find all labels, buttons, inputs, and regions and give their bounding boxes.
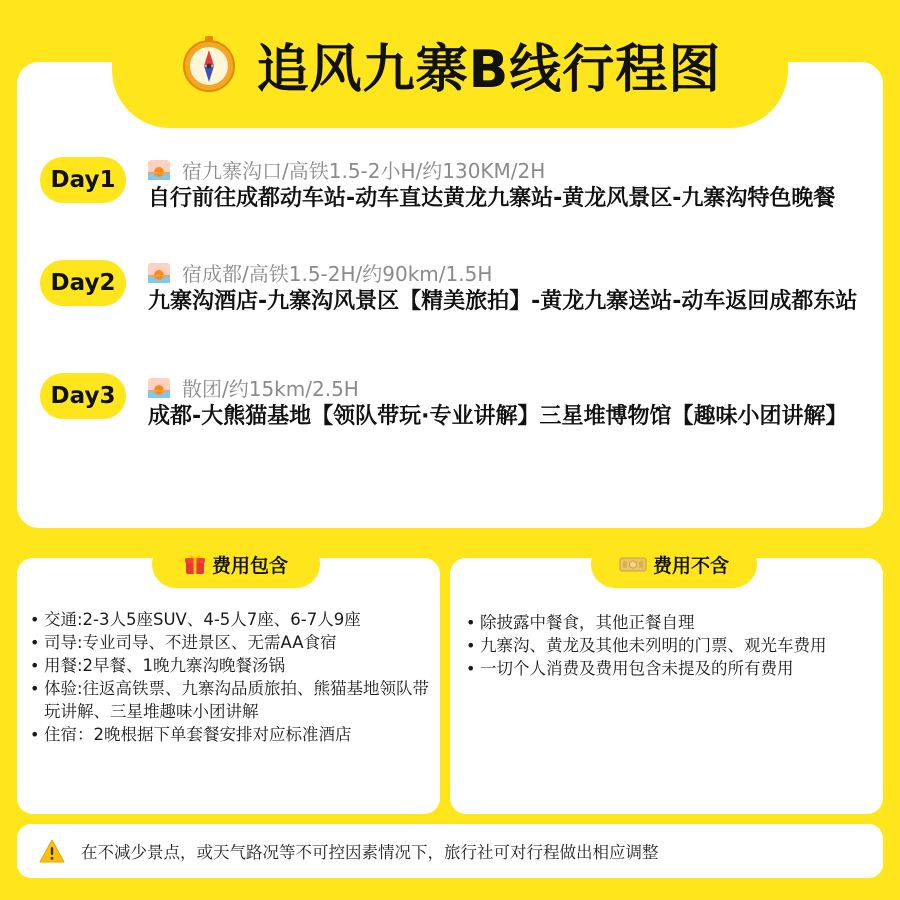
list-item: • 住宿：2晚根据下单套餐安排对应标准酒店 xyxy=(30,723,430,746)
list-item: • 九寨沟、黄龙及其他未列明的门票、观光车费用 xyxy=(466,634,876,657)
day-route: 自行前往成都动车站-动车直达黄龙九寨站-黄龙风景区-九寨沟特色晚餐 xyxy=(148,186,836,211)
excluded-label xyxy=(591,540,757,588)
excluded-title: 费用不含 xyxy=(652,554,729,577)
sunrise-icon xyxy=(148,263,170,283)
sunrise-icon xyxy=(148,160,170,180)
day-badge: Day2 xyxy=(40,260,126,306)
warning-icon xyxy=(39,839,65,863)
list-item: • 体验:往返高铁票、九寨沟品质旅拍、熊猫基地领队带玩讲解、三星堆趣味小团讲解 xyxy=(30,677,430,723)
excluded-box xyxy=(450,558,883,814)
day-meta xyxy=(148,373,359,402)
title-banner xyxy=(112,0,788,128)
day-meta xyxy=(148,155,545,184)
day-meta-text: 宿九寨沟口/高铁1.5-2小H/约130KM/2H xyxy=(182,159,546,183)
list-item: • 除披露中餐食，其他正餐自理 xyxy=(466,611,876,634)
included-title: 费用包含 xyxy=(211,554,288,577)
notice-text: 在不减少景点，或天气路况等不可控因素情况下，旅行社可对行程做出相应调整 xyxy=(81,843,659,862)
day-badge: Day3 xyxy=(40,373,126,419)
page-title: 追风九寨B线行程图 xyxy=(256,39,722,100)
day-meta-text: 宿成都/高铁1.5-2H/约90km/1.5H xyxy=(182,262,493,286)
day-route: 成都-大熊猫基地【领队带玩·专业讲解】三星堆博物馆【趣味小团讲解】 xyxy=(148,404,848,429)
included-list xyxy=(30,608,430,746)
day-badge: Day1 xyxy=(40,157,126,203)
day-meta xyxy=(148,258,492,287)
notice-bar xyxy=(17,824,883,878)
sunrise-icon xyxy=(148,378,170,398)
list-item: • 司导:专业司导、不进景区、无需AA食宿 xyxy=(30,631,430,654)
day-meta-text: 散团/约15km/2.5H xyxy=(182,377,359,401)
compass-icon xyxy=(179,34,239,94)
excluded-list xyxy=(466,611,876,680)
gift-icon xyxy=(184,553,206,575)
list-item: • 一切个人消费及费用包含未提及的所有费用 xyxy=(466,657,876,680)
list-item: • 交通:2-3人5座SUV、4-5人7座、6-7人9座 xyxy=(30,608,430,631)
day-route: 九寨沟酒店-九寨沟风景区【精美旅拍】-黄龙九寨送站-动车返回成都东站 xyxy=(148,289,858,314)
money-icon xyxy=(619,555,647,573)
included-label xyxy=(152,540,320,588)
list-item: • 用餐:2早餐、1晚九寨沟晚餐汤锅 xyxy=(30,654,430,677)
